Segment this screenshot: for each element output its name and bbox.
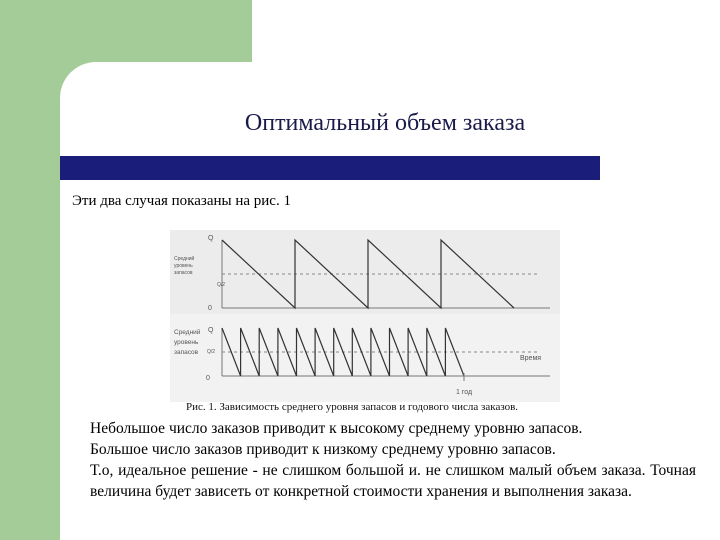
bottom-x-end-label: Время — [520, 355, 542, 362]
top-avg-label: Q/2 — [217, 282, 226, 288]
body-text — [90, 418, 696, 502]
inventory-figure — [170, 230, 560, 402]
bottom-zero-label: 0 — [206, 375, 210, 382]
bottom-avg-label: Q/2 — [207, 349, 216, 355]
top-zero-label: 0 — [208, 305, 212, 312]
top-y-label-3: запасов — [174, 270, 193, 276]
top-y-label-1: Средний — [174, 256, 195, 262]
slide-title: Оптимальный объем заказа — [244, 110, 526, 136]
title-bar — [60, 156, 600, 180]
top-q-label: Q — [208, 235, 214, 242]
top-y-label-2: уровень — [174, 263, 193, 269]
paragraph-2: Большое число заказов приводит к низкому среднему уровню запасов. — [90, 441, 556, 458]
bottom-x-tick-label: 1 год — [455, 389, 473, 396]
paragraph-1: Небольшое число заказов приводит к высокому среднему уровню запасов. — [90, 420, 583, 437]
intro-text: Эти два случая показаны на рис. 1 — [72, 193, 291, 209]
bottom-y-label-2: уровень — [174, 339, 199, 346]
bottom-y-label-1: Средний — [174, 329, 201, 336]
figure-caption: Рис. 1. Зависимость среднего уровня запасов и годового числа заказов. — [186, 401, 519, 413]
paragraph-3: Т.о, идеальное решение - не слишком большой и. не слишком малый объем заказа. Точная величина будет зависеть от конкретной стоимости хранения и выполнения заказа. — [90, 462, 696, 500]
bottom-q-label: Q — [208, 327, 214, 334]
bottom-y-label-3: запасов — [174, 349, 199, 356]
